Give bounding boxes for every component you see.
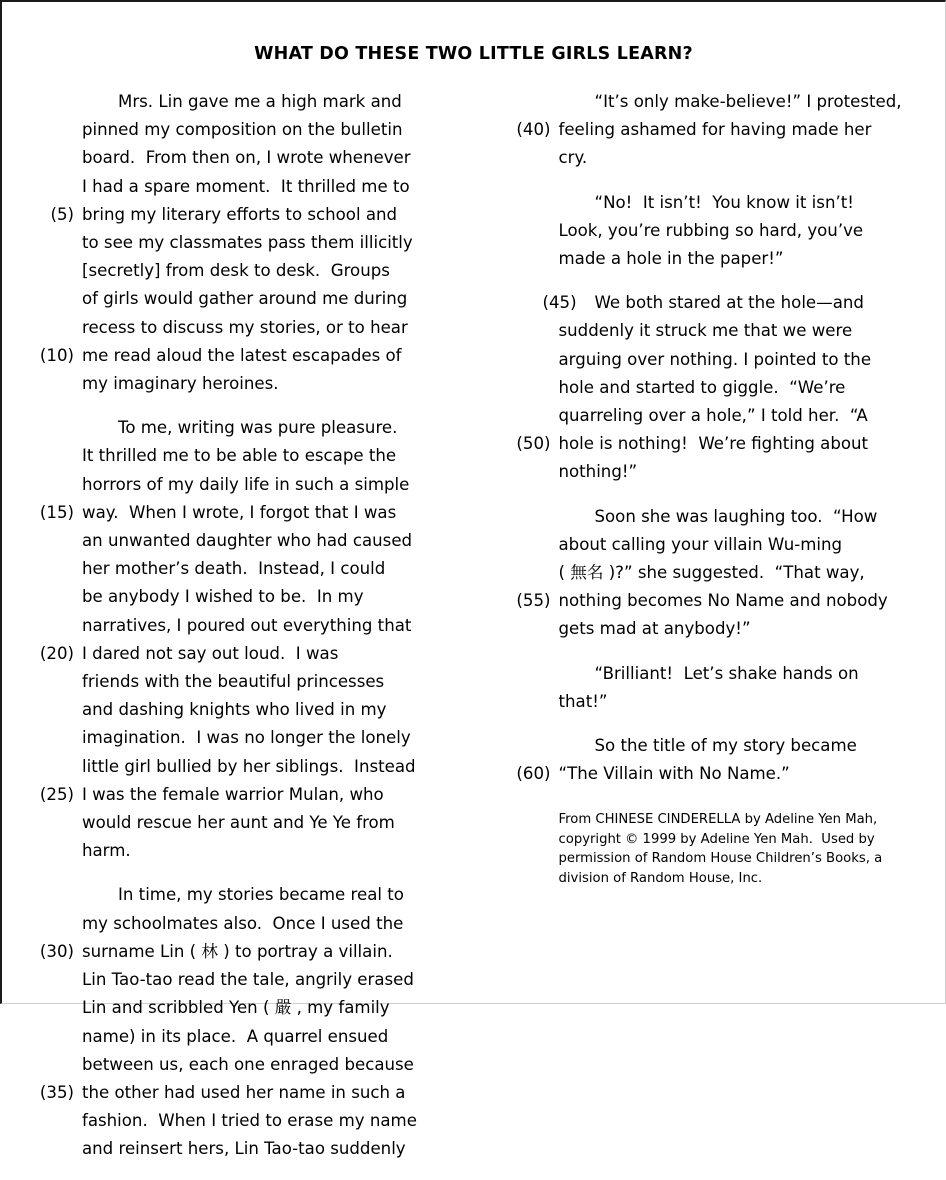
line-text: I dared not say out loud. I was — [82, 643, 339, 663]
line-text: gets mad at anybody!” — [558, 619, 751, 639]
text-line — [82, 370, 459, 398]
line-text: imagination. I was no longer the lonely — [82, 728, 411, 748]
credit-line: copyright © 1999 by Adeline Yen Mah. Used by — [558, 831, 875, 847]
left-column — [30, 88, 477, 1180]
two-column-body — [2, 88, 945, 1180]
text-line — [39, 1079, 459, 1107]
text-line — [82, 966, 459, 994]
text-line — [559, 660, 924, 688]
line-text: surname Lin ( 林 ) to portray a villain. — [82, 941, 393, 961]
paragraph-lines — [559, 189, 924, 274]
text-line — [559, 144, 924, 172]
line-text: my imaginary heroines. — [82, 374, 279, 394]
line-text: way. When I wrote, I forgot that I was — [82, 502, 397, 522]
line-text: about calling your villain Wu-ming — [558, 534, 843, 554]
paragraph-lines — [516, 732, 924, 788]
line-text: Lin Tao-tao read the tale, angrily erased — [82, 970, 414, 990]
line-text: narratives, I poured out everything that — [82, 615, 412, 635]
text-line — [559, 346, 924, 374]
text-line — [559, 402, 924, 430]
text-line — [559, 503, 924, 531]
text-line — [39, 499, 459, 527]
text-line — [559, 374, 924, 402]
text-line — [82, 1023, 459, 1051]
line-text: friends with the beautiful princesses — [82, 672, 385, 692]
text-line — [82, 527, 459, 555]
text-line — [559, 189, 924, 217]
paragraph — [507, 289, 924, 486]
text-line — [559, 245, 924, 273]
paragraph — [30, 881, 459, 1163]
line-number: (20) — [39, 643, 74, 663]
line-text: recess to discuss my stories, or to hear — [82, 317, 408, 337]
source-credit — [559, 810, 924, 888]
line-text: I was the female warrior Mulan, who — [82, 784, 384, 804]
line-number: (55) — [516, 591, 551, 611]
paragraph-lines — [39, 88, 459, 398]
text-line — [82, 1135, 459, 1163]
line-number: (5) — [50, 204, 74, 224]
text-line — [82, 724, 459, 752]
text-line — [559, 217, 924, 245]
line-text: to see my classmates pass them illicitly — [82, 233, 413, 253]
line-number: (35) — [39, 1082, 74, 1102]
credit-line: From CHINESE CINDERELLA by Adeline Yen Mah, — [558, 812, 878, 828]
line-text: board. From then on, I wrote whenever — [82, 148, 411, 168]
line-number: (15) — [39, 502, 74, 522]
text-line — [516, 430, 924, 458]
line-text: Look, you’re rubbing so hard, you’ve — [558, 220, 864, 240]
text-line — [39, 781, 459, 809]
line-text: We both stared at the hole—and — [594, 293, 864, 313]
paragraph — [507, 732, 924, 788]
line-text: quarreling over a hole,” I told her. “A — [558, 406, 868, 426]
line-text: In time, my stories became real to — [118, 885, 404, 905]
line-text: little girl bullied by her siblings. Instead — [82, 756, 416, 776]
text-line — [82, 314, 459, 342]
line-number: (50) — [516, 434, 551, 454]
right-column — [477, 88, 924, 1180]
line-text: fashion. When I tried to erase my name — [82, 1111, 417, 1131]
text-line — [39, 938, 459, 966]
text-line — [82, 881, 459, 909]
line-text: bring my literary efforts to school and — [82, 204, 398, 224]
line-text: me read aloud the latest escapades of — [82, 345, 402, 365]
line-text: pinned my composition on the bulletin — [82, 120, 403, 140]
text-line — [559, 732, 924, 760]
line-text: her mother’s death. Instead, I could — [82, 559, 386, 579]
line-text: the other had used her name in such a — [82, 1082, 406, 1102]
line-text: hole is nothing! We’re fighting about — [558, 434, 869, 454]
line-text: between us, each one enraged because — [82, 1054, 414, 1074]
text-line — [559, 688, 924, 716]
line-text: would rescue her aunt and Ye Ye from — [82, 813, 395, 833]
line-text: that!” — [558, 691, 608, 711]
text-line — [82, 753, 459, 781]
text-line — [82, 471, 459, 499]
line-text: horrors of my daily life in such a simple — [82, 474, 410, 494]
line-text: To me, writing was pure pleasure. — [118, 418, 398, 438]
line-text: nothing becomes No Name and nobody — [558, 591, 888, 611]
line-text: ( 無名 )?” she suggested. “That way, — [558, 563, 865, 583]
paragraph-lines — [516, 503, 924, 644]
text-line — [82, 414, 459, 442]
text-line — [516, 587, 924, 615]
paragraph — [507, 189, 924, 274]
line-text: and dashing knights who lived in my — [82, 700, 387, 720]
line-text: “It’s only make-believe!” I protested, — [594, 92, 902, 111]
line-text: Soon she was laughing too. “How — [594, 506, 878, 526]
line-text: my schoolmates also. Once I used the — [82, 913, 404, 933]
line-text: arguing over nothing. I pointed to the — [558, 349, 872, 369]
paragraph — [507, 88, 924, 173]
paragraph-lines — [39, 881, 459, 1163]
text-line — [559, 317, 924, 345]
line-text: of girls would gather around me during — [82, 289, 408, 309]
text-line — [82, 229, 459, 257]
line-text: Lin and scribbled Yen ( 嚴 , my family — [82, 998, 390, 1018]
line-number: (10) — [39, 345, 74, 365]
text-line — [82, 837, 459, 865]
line-text: So the title of my story became — [594, 736, 857, 756]
line-text: feeling ashamed for having made her — [558, 120, 872, 140]
text-line — [82, 88, 459, 116]
page-title: WHAT DO THESE TWO LITTLE GIRLS LEARN? — [254, 44, 693, 64]
paragraph — [507, 660, 924, 716]
line-text: It thrilled me to be able to escape the — [82, 446, 397, 466]
paragraph-lines — [39, 414, 459, 865]
credit-line: division of Random House, Inc. — [558, 870, 763, 886]
line-text: be anybody I wished to be. In my — [82, 587, 364, 607]
line-text: hole and started to giggle. “We’re — [558, 377, 846, 397]
text-line — [559, 559, 924, 587]
line-number: (60) — [516, 764, 551, 784]
credit-line: permission of Random House Children’s Books, a — [558, 851, 883, 867]
line-text: Mrs. Lin gave me a high mark and — [118, 92, 402, 111]
line-text: name) in its place. A quarrel ensued — [82, 1026, 389, 1046]
line-text: harm. — [82, 841, 131, 861]
text-line — [542, 289, 924, 317]
text-line — [82, 1107, 459, 1135]
line-number: (30) — [39, 941, 74, 961]
line-text: “No! It isn’t! You know it isn’t! — [594, 192, 854, 212]
line-text: nothing!” — [558, 462, 638, 482]
text-line — [50, 201, 459, 229]
line-number: (45) — [542, 293, 577, 313]
line-number: (40) — [516, 120, 551, 140]
paragraph-lines — [516, 289, 924, 486]
line-text: “The Villain with No Name.” — [558, 764, 790, 784]
text-line — [559, 615, 924, 643]
text-line — [559, 458, 924, 486]
paragraph — [30, 414, 459, 865]
text-line — [82, 116, 459, 144]
text-line — [82, 442, 459, 470]
line-text: an unwanted daughter who had caused — [82, 531, 413, 551]
text-line — [82, 696, 459, 724]
line-number: (25) — [39, 784, 74, 804]
text-line — [39, 342, 459, 370]
text-line — [82, 994, 459, 1022]
paragraph — [30, 88, 459, 398]
paragraph-lines — [516, 88, 924, 173]
paragraph — [507, 503, 924, 644]
text-line — [82, 612, 459, 640]
paragraph-lines — [559, 660, 924, 716]
text-line — [82, 285, 459, 313]
line-text: I had a spare moment. It thrilled me to — [82, 176, 410, 196]
text-line — [516, 760, 924, 788]
text-line — [559, 88, 924, 116]
line-text: made a hole in the paper!” — [558, 249, 784, 269]
line-text: and reinsert hers, Lin Tao-tao suddenly — [82, 1139, 406, 1159]
text-line — [39, 640, 459, 668]
text-line — [82, 910, 459, 938]
text-line — [82, 555, 459, 583]
text-line — [516, 116, 924, 144]
text-line — [82, 257, 459, 285]
text-line — [82, 173, 459, 201]
line-text: cry. — [558, 148, 588, 168]
text-line — [82, 1051, 459, 1079]
line-text: [secretly] from desk to desk. Groups — [82, 261, 390, 281]
text-line — [82, 809, 459, 837]
line-text: suddenly it struck me that we were — [558, 321, 853, 341]
text-line — [82, 668, 459, 696]
text-line — [82, 144, 459, 172]
text-line — [559, 531, 924, 559]
text-line — [82, 583, 459, 611]
line-text: “Brilliant! Let’s shake hands on — [594, 663, 859, 683]
